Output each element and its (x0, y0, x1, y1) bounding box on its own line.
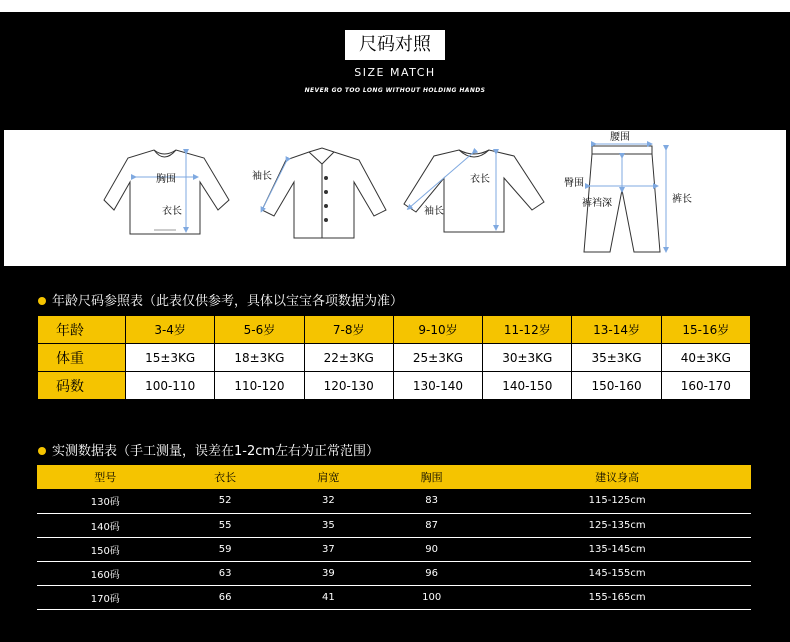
table-cell: 5-6岁 (215, 316, 304, 344)
table-row (37, 585, 751, 609)
table-cell: 100 (380, 585, 483, 609)
table-cell: 25±3KG (393, 344, 482, 372)
table-cell: 39 (277, 561, 380, 585)
table-cell: 15±3KG (126, 344, 215, 372)
table-cell: 40±3KG (661, 344, 750, 372)
measurement-illustration (4, 130, 786, 266)
table-row (37, 537, 751, 561)
table-cell: 55 (174, 513, 277, 537)
table-cell: 120-130 (304, 372, 393, 400)
row-label: 体重 (38, 344, 126, 372)
table-cell: 110-120 (215, 372, 304, 400)
table-cell: 11-12岁 (483, 316, 572, 344)
table-cell: 145-155cm (483, 561, 751, 585)
top-strip (0, 0, 790, 12)
label-top-length-2: 衣长 (470, 174, 490, 185)
table-cell: 90 (380, 537, 483, 561)
table-cell: 115-125cm (483, 489, 751, 513)
table-cell: 22±3KG (304, 344, 393, 372)
table-cell: 150码 (37, 537, 174, 561)
age-size-table (37, 315, 751, 400)
table-row (38, 372, 751, 400)
table-cell: 15-16岁 (661, 316, 750, 344)
table-cell: 160码 (37, 561, 174, 585)
table-cell: 170码 (37, 585, 174, 609)
shirt-icon (262, 148, 386, 238)
table-cell: 63 (174, 561, 277, 585)
page-title: 尺码对照 (345, 30, 445, 60)
table-cell: 35±3KG (572, 344, 661, 372)
raglan-sweater-icon (404, 150, 544, 232)
label-rise: 裤裆深 (582, 198, 612, 209)
row-label: 码数 (38, 372, 126, 400)
label-sleeve-2: 袖长 (424, 206, 444, 217)
table-cell: 30±3KG (483, 344, 572, 372)
table-cell: 87 (380, 513, 483, 537)
table-cell: 37 (277, 537, 380, 561)
column-header: 衣长 (174, 465, 277, 489)
measure-table-heading: 实测数据表（手工测量，误差在1-2cm左右为正常范围） (38, 440, 379, 459)
table-cell: 140码 (37, 513, 174, 537)
table-row (38, 344, 751, 372)
label-sleeve-1: 袖长 (252, 171, 272, 182)
table-header-row (37, 465, 751, 489)
label-pants-length: 裤长 (672, 194, 692, 205)
column-header: 肩宽 (277, 465, 380, 489)
table-row (37, 561, 751, 585)
table-row (37, 489, 751, 513)
column-header: 建议身高 (483, 465, 751, 489)
label-hip: 臀围 (564, 178, 584, 189)
measurement-table (37, 465, 751, 610)
label-top-length-1: 衣长 (162, 206, 182, 217)
table-cell: 100-110 (126, 372, 215, 400)
age-table-heading: 年龄尺码参照表（此表仅供参考，具体以宝宝各项数据为准） (38, 290, 403, 309)
table-cell: 160-170 (661, 372, 750, 400)
page-subtitle: SIZE MATCH (354, 66, 436, 79)
page-tagline: NEVER GO TOO LONG WITHOUT HOLDING HANDS (304, 87, 486, 94)
table-cell: 18±3KG (215, 344, 304, 372)
row-label: 年龄 (38, 316, 126, 344)
label-waist: 腰围 (610, 132, 630, 143)
table-cell: 150-160 (572, 372, 661, 400)
bullet-icon (38, 447, 46, 455)
table-cell: 32 (277, 489, 380, 513)
column-header: 型号 (37, 465, 174, 489)
table-row (38, 316, 751, 344)
table-cell: 3-4岁 (126, 316, 215, 344)
label-chest: 胸围 (156, 174, 176, 185)
table-cell: 96 (380, 561, 483, 585)
table-cell: 9-10岁 (393, 316, 482, 344)
table-cell: 66 (174, 585, 277, 609)
table-cell: 59 (174, 537, 277, 561)
page-header (0, 30, 790, 94)
table-cell: 130码 (37, 489, 174, 513)
sweater-icon (104, 150, 229, 234)
table-cell: 130-140 (393, 372, 482, 400)
bullet-icon (38, 297, 46, 305)
table-cell: 52 (174, 489, 277, 513)
table-cell: 7-8岁 (304, 316, 393, 344)
table-cell: 13-14岁 (572, 316, 661, 344)
table-cell: 155-165cm (483, 585, 751, 609)
table-cell: 125-135cm (483, 513, 751, 537)
table-cell: 140-150 (483, 372, 572, 400)
table-cell: 41 (277, 585, 380, 609)
table-cell: 83 (380, 489, 483, 513)
column-header: 胸围 (380, 465, 483, 489)
table-row (37, 513, 751, 537)
table-cell: 135-145cm (483, 537, 751, 561)
table-cell: 35 (277, 513, 380, 537)
